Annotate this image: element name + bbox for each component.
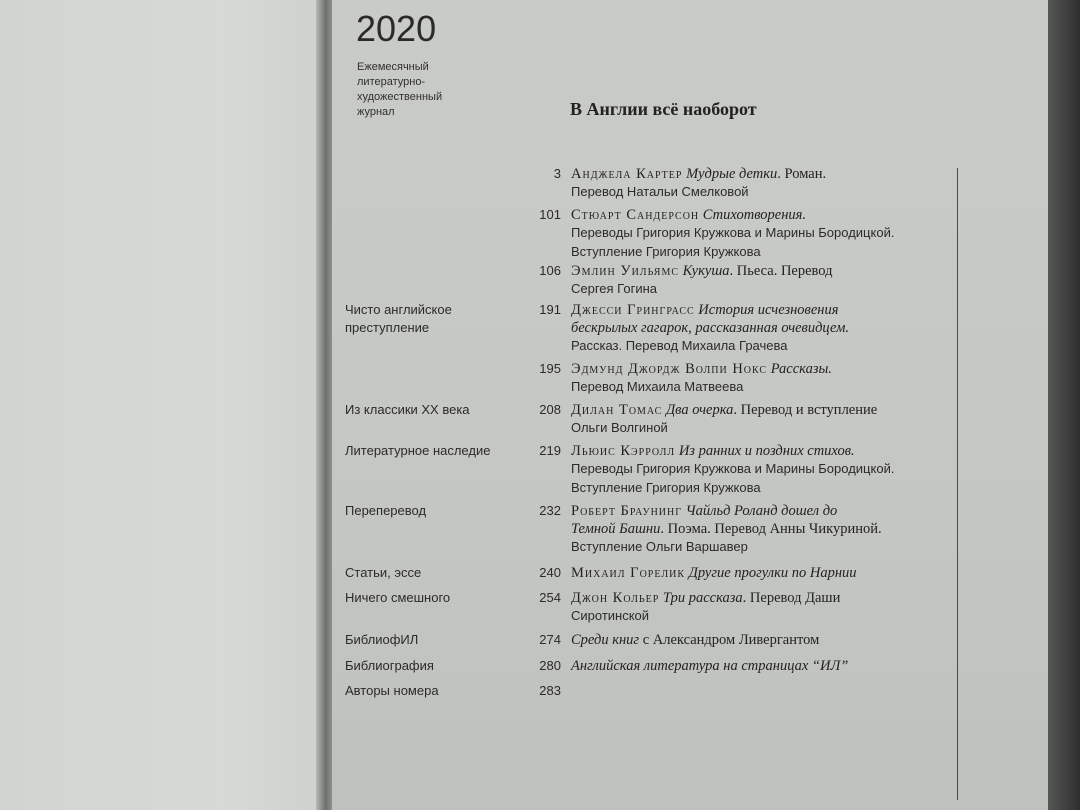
entry-detail-line: Переводы Григория Кружкова и Марины Бородицкой. [571,461,895,476]
work-title: Стихотворения. [702,207,807,223]
entry-main-line [571,165,961,183]
entry-detail-line: Перевод Михаила Матвеева [571,379,744,394]
page-number: 3 [553,166,561,181]
author-name: Джон Кольер [571,590,660,606]
page-number: 106 [539,263,561,278]
background-edge [1048,0,1080,810]
work-title: История исчезновения [698,302,839,318]
entry-detail: . Перевод и вступление [733,402,878,418]
year-heading: 2020 [356,8,437,49]
entry-detail-line: Ольги Волгиной [571,420,668,435]
left-page [0,0,322,810]
entry-main-line [571,502,961,520]
entry-main-line [571,442,961,460]
entry-main-line [571,520,961,538]
subtitle-line: журнал [357,106,395,118]
entry-content [571,262,961,299]
book-spine [316,0,332,810]
entry-main-line [571,262,961,280]
page-number: 254 [539,590,561,605]
entry-detail-line: Вступление Григория Кружкова [571,479,761,495]
entry-detail-line: Сергея Гогина [571,281,657,296]
entry-detail-line: Вступление Ольги Варшавер [571,539,748,554]
section-label: Литературное наследие [345,443,491,458]
page-number: 240 [539,565,561,580]
page-number: 232 [539,503,561,518]
entry-content [571,657,961,675]
author-name: Роберт Браунинг [571,503,683,519]
entry-detail-line: Рассказ. Перевод Михаила Грачева [571,338,788,353]
author-name: Стюарт Сандерсон [571,207,700,223]
work-title: Из ранних и поздних стихов. [678,443,855,459]
entry-detail-line: Вступление Григория Кружкова [571,243,761,259]
section-label: Библиография [345,658,434,673]
entry-main-line [571,401,961,419]
work-title-continued: бескрылых гагарок, рассказанная очевидцем. [571,320,849,336]
work-title: Другие прогулки по Нарнии [688,565,857,581]
entry-content [571,589,961,626]
work-title: Три рассказа [662,590,743,606]
entry-detail: с Александром Ливергантом [639,632,820,648]
entry-content [571,631,961,649]
issue-title: В Англии всё наоборот [570,99,757,119]
subtitle-line: Ежемесячный [357,61,429,73]
page-number: 280 [539,658,561,673]
page-number: 283 [539,683,561,698]
page-number: 195 [539,361,561,376]
section-label: Переперевод [345,503,427,518]
work-title-continued: Темной Башни [571,521,661,537]
entry-main-line [571,319,961,337]
subtitle-line: художественный [357,91,443,103]
entry-detail: . Перевод Даши [742,590,841,606]
work-title: Два очерка [665,402,734,418]
entry-content [571,442,961,497]
entry-main-line [571,301,961,319]
entry-content [571,502,961,557]
entry-content [571,206,961,261]
work-title: Английская литература на страницах “ИЛ” [571,658,849,674]
page-number: 208 [539,402,561,417]
section-label: Авторы номера [345,683,439,698]
author-name: Эмлин Уильямс [571,263,680,279]
entry-content [571,165,961,202]
author-name: Льюис Кэрролл [571,443,676,459]
section-label: БиблиофИЛ [345,632,419,647]
work-title: Мудрые детки [686,166,778,182]
entry-detail: . Роман. [777,166,827,182]
author-name: Анджела Картер [571,166,683,182]
entry-main-line [571,564,961,582]
page-number: 219 [539,443,561,458]
work-title: Чайльд Роланд дошел до [685,503,838,519]
entry-detail-line: Переводы Григория Кружкова и Марины Бородицкой. [571,225,895,240]
entry-main-line [571,631,961,649]
page-number: 274 [539,632,561,647]
page-number: 191 [539,302,561,317]
entry-main-line [571,589,961,607]
section-label: Из классики XX века [345,402,470,417]
entry-main-line [571,657,961,675]
entry-main-line [571,360,961,378]
section-label: Ничего смешного [345,590,451,605]
author-name: Джесси Гринграсс [571,302,695,318]
work-title: Среди книг [571,632,640,648]
section-label: Статьи, эссе [345,565,422,580]
work-title: Рассказы. [770,361,832,377]
entry-detail: . Поэма. Перевод Анны Чикуриной. [660,521,882,537]
journal-subtitle [357,60,467,120]
entry-detail-line: Перевод Натальи Смелковой [571,184,749,199]
entry-detail-line: Сиротинской [571,608,650,623]
author-name: Эдмунд Джордж Волпи Нокс [571,361,768,377]
subtitle-line: литературно- [357,76,426,88]
page-number: 101 [539,207,561,222]
entry-detail: . Пьеса. Перевод [729,263,833,279]
entry-content [571,564,961,582]
section-label: Чисто английское преступление [345,302,452,335]
author-name: Михаил Горелик [571,565,686,581]
work-title: Кукуша [682,263,730,279]
entry-content [571,401,961,438]
entry-content [571,360,961,397]
entry-content [571,301,961,356]
author-name: Дилан Томас [571,402,663,418]
entry-main-line [571,206,961,224]
